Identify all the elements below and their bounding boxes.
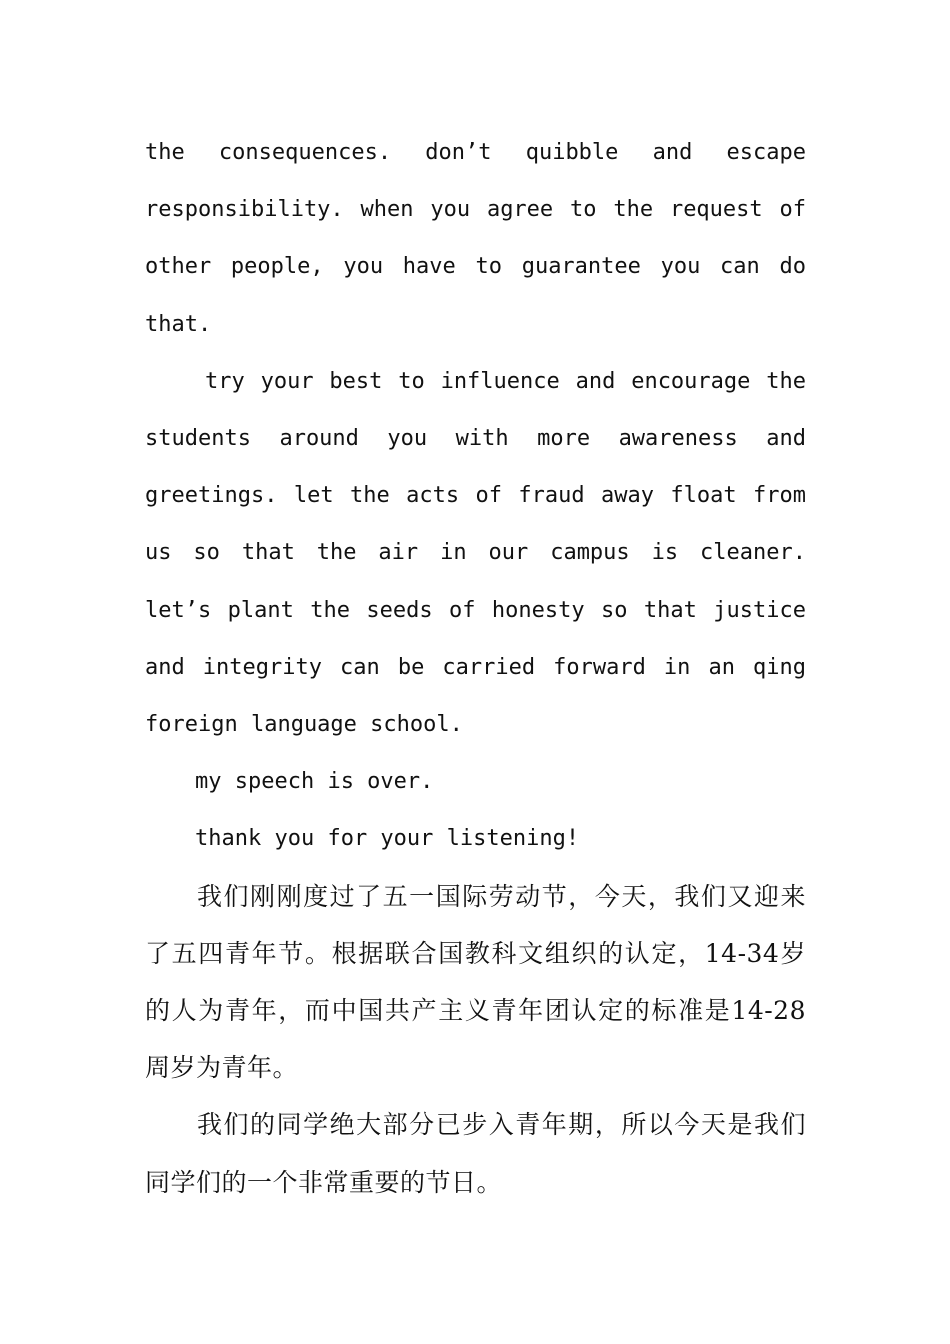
paragraph-important-festival: 我们的同学绝大部分已步入青年期，所以今天是我们同学们的一个非常重要的节日。 — [145, 1110, 806, 1197]
document-body — [145, 124, 806, 1211]
paragraph-influence: try your best to influence and encourage the students around you with more awareness and greetings. let the acts of fraud away float from us so that the air in our campus is cleaner. let’s plant the seeds of honesty so that justice and integrity can be carried forward in an qing foreign language school. — [145, 368, 806, 738]
paragraph-speech-over: my speech is over. — [195, 769, 434, 795]
paragraph-consequences: the consequences. don’t quibble and escape responsibility. when you agree to the request of other people, you have to guarantee you can do that. — [145, 140, 806, 337]
paragraph-thank-you: thank you for your listening! — [195, 826, 580, 852]
paragraph-youth-day: 我们刚刚度过了五一国际劳动节，今天，我们又迎来了五四青年节。根据联合国教科文组织的认定，14-34岁的人为青年，而中国共产主义青年团认定的标准是14-28周岁为青年。 — [145, 881, 806, 1083]
